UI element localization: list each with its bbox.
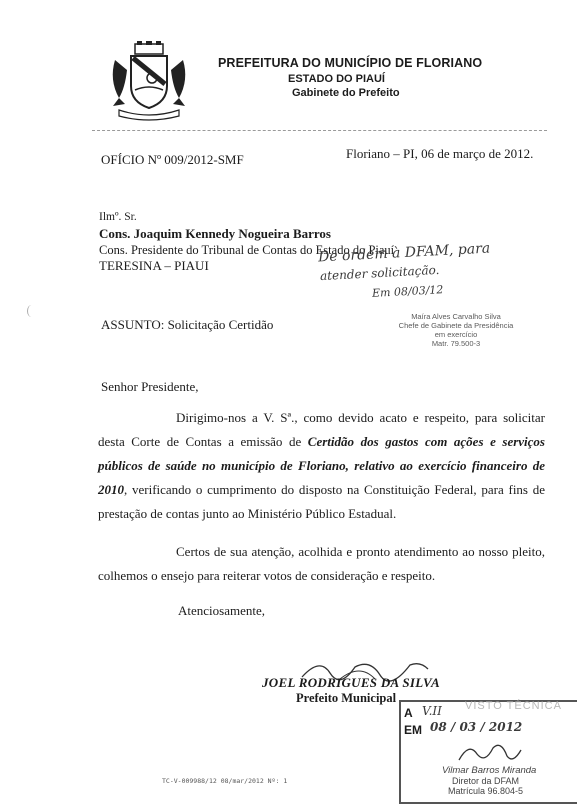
recipient-name: Cons. Joaquim Kennedy Nogueira Barros <box>99 226 331 241</box>
director-registration: Matrícula 96.804-5 <box>448 786 524 796</box>
place-date: Floriano – PI, 06 de março de 2012. <box>346 146 534 161</box>
handwritten-annotation-line2: atender solicitação. <box>319 262 440 284</box>
closing: Atenciosamente, <box>178 603 265 618</box>
director-role: Diretor da DFAM <box>452 776 520 786</box>
protocol-stamp: TC-V-009988/12 08/mar/2012 Nº: 1 <box>162 777 288 785</box>
subject-line: ASSUNTO: Solicitação Certidão <box>101 317 274 332</box>
header-separator <box>92 130 547 131</box>
signatory-role: Prefeito Municipal <box>296 691 397 705</box>
body-paragraph-1 <box>98 406 545 526</box>
document-reference: OFÍCIO Nº 009/2012-SMF <box>101 152 244 167</box>
letterhead-title: PREFEITURA DO MUNICÍPIO DE FLORIANO <box>218 56 483 70</box>
director-signature-scribble <box>455 740 525 766</box>
stamp-line: em exercício <box>434 330 478 339</box>
recipient-city: TERESINA – PIAUI <box>99 258 209 273</box>
director-name: Vilmar Barros Miranda <box>442 765 537 776</box>
municipal-coat-of-arms-logo <box>105 40 193 122</box>
handwritten-annotation-line1: De ordem à DFAM, para <box>317 240 491 266</box>
body-text: Dirigimo-nos a V. Sª., como devido acato e respeito, para solicitar desta Corte de Contas a emissão de <box>98 410 545 449</box>
body-paragraph-2: Certos de sua atenção, acolhida e pronto atendimento ao nosso pleito, colhemos o ensejo para reiterar votos de consideração e respeito. <box>98 544 545 583</box>
visto-label: VISTO TÉCNICA <box>465 700 562 712</box>
visto-a-label: A <box>404 706 413 720</box>
signatory-name: JOEL RODRIGUES DA SILVA <box>262 675 440 690</box>
body-text: , verificando o cumprimento do disposto na Constituição Federal, para fins de prestação de contas junto ao Ministério Público Estadual. <box>98 482 545 521</box>
stamp-line: Matr. 79.500-3 <box>431 339 481 348</box>
visto-a-value: V.II <box>422 704 442 718</box>
letterhead-state: ESTADO DO PIAUÍ <box>288 73 385 85</box>
approval-stamp <box>396 312 516 348</box>
recipient-role: Cons. Presidente do Tribunal de Contas do Estado do Piauí <box>99 243 395 257</box>
visto-date: 08 / 03 / 2012 <box>430 720 523 734</box>
recipient-title: Ilmº. Sr. <box>99 211 137 223</box>
salutation: Senhor Presidente, <box>101 379 199 394</box>
body-emphasis: Certidão dos gastos com ações e serviços públicos de saúde no município de Floriano, relativo ao exercício financeiro de 2010 <box>98 434 545 497</box>
visto-em-label: EM <box>404 723 422 737</box>
stamp-line: Chefe de Gabinete da Presidência <box>398 321 514 330</box>
handwritten-annotation-line3: Em 08/03/12 <box>371 283 444 300</box>
punch-hole-mark <box>27 305 36 317</box>
stamp-line: Maíra Alves Carvalho Silva <box>411 312 501 321</box>
letterhead-office: Gabinete do Prefeito <box>292 87 400 99</box>
